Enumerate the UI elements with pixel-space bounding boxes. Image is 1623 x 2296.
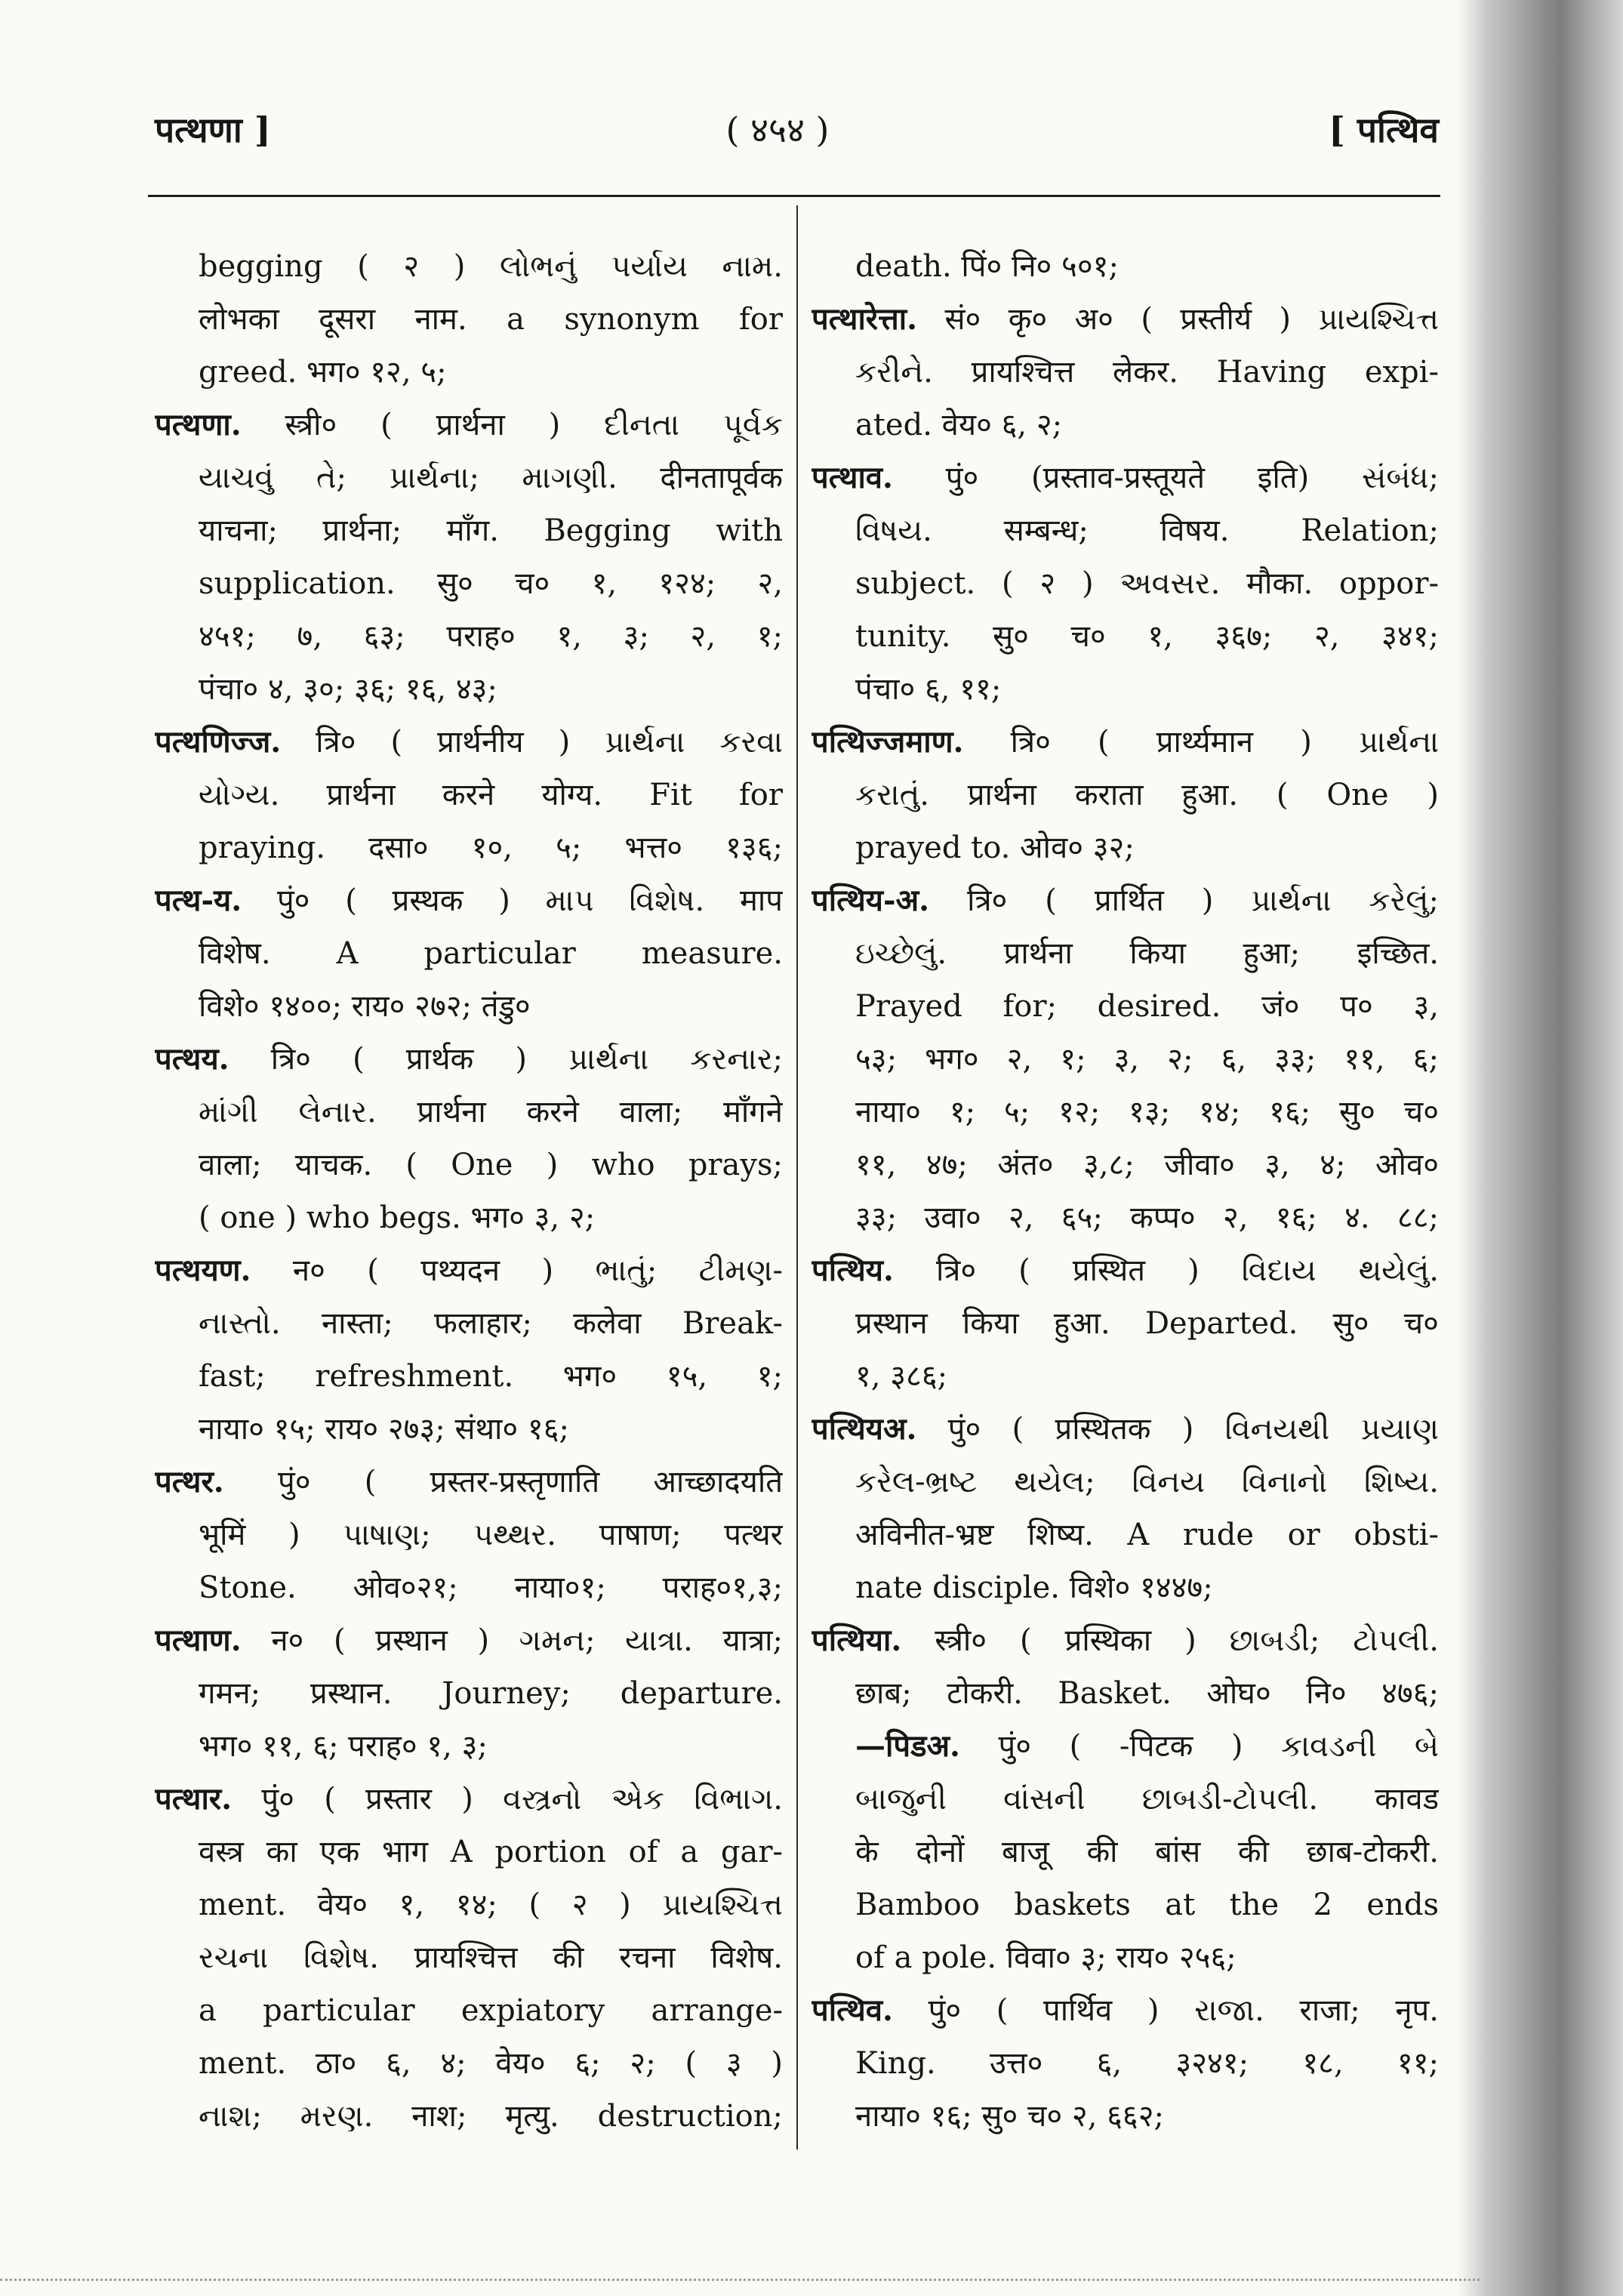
entry-line <box>812 821 1439 874</box>
entry-text: विशे० १४००; राय० २७२; तंडु० <box>199 989 531 1024</box>
entry-text: पुं० (प्रस्ताव-प्रस्तूयते इति) સંબંધ; <box>892 461 1439 495</box>
entry-line <box>155 769 783 821</box>
headword: पत्थिव. <box>812 1992 893 2028</box>
entry-line <box>812 1561 1439 1614</box>
entry-line <box>155 240 783 293</box>
entry-text: ५३; भग० २, १; ३, २; ६, ३३; ११, ६; <box>855 1042 1439 1077</box>
entry-line <box>155 1139 783 1191</box>
entry-text: स्त्री० ( प्रस्थिका ) છાબડી; ટોપલી. <box>901 1623 1439 1658</box>
entry-line <box>812 769 1439 821</box>
entry-text: प्रस्थान किया हुआ. Departed. सु० च० <box>855 1306 1439 1341</box>
entry-text: King. उत्त० ६, ३२४१; १८, ११; <box>855 2046 1439 2081</box>
entry-line <box>812 451 1439 504</box>
entry-text: begging ( २ ) લોભનું પર્યાય નામ. <box>199 249 783 284</box>
headword: पत्थार. <box>155 1781 233 1817</box>
entry-line <box>812 1931 1439 1984</box>
entry-text: छाब; टोकरी. Basket. ओघ० नि० ४७६; <box>855 1676 1439 1711</box>
entry-text: prayed to. ओव० ३२; <box>855 831 1135 865</box>
entry-line <box>155 293 783 346</box>
entry-text: નાસ્તો. नास्ता; फलाहार; कलेवा Break- <box>199 1306 783 1341</box>
entry-line <box>812 346 1439 399</box>
entry-text: tunity. सु० च० १, ३६७; २, ३४१; <box>855 619 1439 654</box>
entry-line <box>155 1191 783 1244</box>
entry-line <box>155 1614 783 1667</box>
headword: पत्थिया. <box>812 1623 902 1658</box>
headword: पत्थणिज्ज. <box>155 724 282 760</box>
entry-line <box>812 240 1439 293</box>
entry-text: ment. ठा० ६, ४; वेय० ६; २; ( ३ ) <box>199 2046 783 2081</box>
entry-text: पुं० ( प्रस्तर-प्रस्तृणाति आच्छादयति <box>223 1465 783 1499</box>
entry-line <box>155 346 783 399</box>
entry-line <box>155 663 783 716</box>
entry-text: पुं० ( पार्थिव ) રાજા. राजा; नृप. <box>892 1993 1439 2028</box>
entry-text: supplication. सु० च० १, १२४; २, <box>199 566 783 601</box>
entry-text: नाया० १५; राय० २७३; संथा० १६; <box>199 1412 570 1447</box>
entry-line <box>812 980 1439 1033</box>
entry-text: त्रि० ( प्रार्थक ) પ્રાર્થના કરનાર; <box>229 1042 783 1077</box>
entry-line <box>812 1191 1439 1244</box>
entry-text: death. पिं० नि० ५०१; <box>855 249 1119 284</box>
entry-text: विशेष. A particular measure. <box>199 936 783 971</box>
entry-text: न० ( प्रस्थान ) ગમન; યાત્રા. यात्रा; <box>241 1623 783 1658</box>
entry-line <box>155 716 783 769</box>
left-column <box>155 240 783 2143</box>
headword: पत्थिज्जमाण. <box>812 724 964 760</box>
entry-line <box>812 2037 1439 2090</box>
entry-line <box>812 1878 1439 1931</box>
entry-line <box>812 1984 1439 2037</box>
entry-text: वस्त्र का एक भाग A portion of a gar- <box>199 1835 783 1869</box>
entry-text: નાશ; મરણ. नाश; मृत्यु. destruction; <box>199 2099 783 2134</box>
entry-text: भग० ११, ६; पराह० १, ३; <box>199 1729 488 1764</box>
entry-text: ated. वेय० ६, २; <box>855 408 1063 442</box>
entry-line <box>155 1667 783 1720</box>
entry-text: fast; refreshment. भग० १५, १; <box>199 1359 783 1394</box>
entry-line <box>155 1033 783 1086</box>
entry-line <box>812 1139 1439 1191</box>
entry-line <box>812 1350 1439 1403</box>
entry-text: Prayed for; desired. जं० प० ३, <box>855 989 1439 1024</box>
entry-line <box>155 980 783 1033</box>
entry-text: १, ३८६; <box>855 1359 948 1394</box>
entry-line <box>155 1773 783 1826</box>
entry-text: त्रि० ( प्रार्थ्यमान ) પ્રાર્થના <box>963 725 1439 760</box>
entry-text: अविनीत-भ्रष्ट शिष्य. A rude or obsti- <box>855 1518 1439 1552</box>
running-head-right: [ पत्थिव <box>1329 109 1439 150</box>
entry-line <box>155 610 783 663</box>
entry-text: पंचा० ४, ३०; ३६; १६, ४३; <box>199 672 497 707</box>
entry-line <box>812 610 1439 663</box>
entry-line <box>155 1403 783 1456</box>
headword: पत्थिय-अ. <box>812 883 930 918</box>
entry-text: praying. दसा० १०, ५; भत्त० १३६; <box>199 831 783 865</box>
entry-text: त्रि० ( प्रार्थित ) પ્રાર્થના કરેલું; <box>929 883 1439 918</box>
entry-text: याचना; प्रार्थना; माँग. Begging with <box>199 513 783 548</box>
entry-line <box>812 927 1439 980</box>
entry-text: subject. ( २ ) અવસર. मौका. oppor- <box>855 566 1439 601</box>
entry-text: કરીને. प्रायश्चित्त लेकर. Having expi- <box>855 355 1439 390</box>
entry-line <box>155 399 783 451</box>
headword: पत्थर. <box>155 1464 224 1499</box>
entry-text: યોગ્ય. प्रार्थना करने योग्य. Fit for <box>199 778 783 812</box>
entry-line <box>812 1509 1439 1561</box>
entry-line <box>812 1297 1439 1350</box>
headword: पत्थारेत्ता. <box>812 301 918 337</box>
entry-line <box>155 821 783 874</box>
header-rule <box>148 195 1440 197</box>
entry-text: नाया० १; ५; १२; १३; १४; १६; सु० च० <box>855 1095 1439 1130</box>
entry-line <box>812 1244 1439 1297</box>
entry-text: a particular expiatory arrange- <box>199 1993 783 2028</box>
entry-text: યાચવું તે; પ્રાર્થના; માગણી. दीनतापूर्वक <box>199 461 783 495</box>
entry-line <box>812 293 1439 346</box>
entry-line <box>812 1773 1439 1826</box>
entry-text: भूमिं ) પાષાણ; પથ્થર. पाषाण; पत्थर <box>199 1518 783 1552</box>
page-number: ( ४५४ ) <box>725 109 830 150</box>
entry-text: Stone. ओव०२१; नाया०१; पराह०१,३; <box>199 1570 783 1605</box>
entry-line <box>812 1614 1439 1667</box>
headword: पत्थय. <box>155 1041 229 1077</box>
entry-text: ment. वेय० १, १४; ( २ ) પ્રાયશ્ચિત્ત <box>199 1888 783 1922</box>
entry-text: पुं० ( प्रस्तार ) વસ્ત્રનો એક વિભાગ. <box>232 1782 783 1817</box>
entry-text: Bamboo baskets at the 2 ends <box>855 1888 1439 1922</box>
entry-text: greed. भग० १२, ५; <box>199 355 447 390</box>
entry-text: ११, ४७; अंत० ३,८; जीवा० ३, ४; ओव० <box>855 1148 1439 1182</box>
entry-line <box>812 1456 1439 1509</box>
entry-line <box>155 1244 783 1297</box>
entry-line <box>155 1350 783 1403</box>
entry-line <box>812 399 1439 451</box>
entry-text: पुं० ( -पिटक ) કાવડની બે <box>959 1729 1439 1764</box>
entry-text: ( one ) who begs. भग० ३, २; <box>199 1200 596 1235</box>
entry-line <box>155 1086 783 1139</box>
column-divider <box>796 205 798 2150</box>
entry-line <box>812 1667 1439 1720</box>
entry-text: of a pole. विवा० ३; राय० २५६; <box>855 1940 1236 1975</box>
headword: पत्थाण. <box>155 1623 242 1658</box>
entry-line <box>155 1931 783 1984</box>
entry-line <box>155 1561 783 1614</box>
entry-line <box>812 504 1439 557</box>
entry-line <box>155 557 783 610</box>
entry-text: न० ( पथ्यदन ) ભાતું; ટીમણ- <box>251 1253 783 1288</box>
entry-line <box>155 874 783 927</box>
entry-line <box>155 1720 783 1773</box>
entry-line <box>812 663 1439 716</box>
entry-line <box>155 1984 783 2037</box>
entry-text: के दोनों बाजू की बांस की छाब-टोकरी. <box>855 1835 1439 1869</box>
entry-text: રચના વિશેષ. प्रायश्चित्त की रचना विशेष. <box>199 1940 783 1975</box>
bottom-dotted-edge <box>0 2279 1480 2281</box>
headword: पत्थाव. <box>812 460 893 495</box>
entry-line <box>155 927 783 980</box>
entry-line <box>812 1826 1439 1878</box>
entry-line <box>812 1403 1439 1456</box>
entry-line <box>155 451 783 504</box>
entry-text: ३३; उवा० २, ६५; कप्प० २, १६; ४. ८८; <box>855 1200 1439 1235</box>
entry-text: કરેલ-ભ્રષ્ટ થયેલ; વિનય વિનાનો શિષ્ય. <box>855 1465 1439 1499</box>
right-column <box>812 240 1439 2143</box>
headword: पत्थियअ. <box>812 1411 917 1447</box>
running-head-left: पत्थणा ] <box>155 109 271 150</box>
entry-text: માંગી લેનાર. प्रार्थना करने वाला; माँगने <box>199 1095 783 1130</box>
binding-shadow <box>1457 0 1623 2296</box>
entry-text: ४५१; ७, ६३; पराह० १, ३; २, १; <box>199 619 783 654</box>
entry-text: गमन; प्रस्थान. Journey; departure. <box>199 1676 783 1711</box>
entry-text: सं० कृ० अ० ( प्रस्तीर्य ) પ્રાયશ્ચિત્ત <box>917 302 1439 337</box>
entry-line <box>812 716 1439 769</box>
headword: पत्थणा. <box>155 407 242 442</box>
entry-line <box>155 2090 783 2143</box>
entry-line <box>155 1297 783 1350</box>
entry-line <box>812 1086 1439 1139</box>
entry-text: वाला; याचक. ( One ) who prays; <box>199 1148 783 1182</box>
entry-text: ઇચ્છેલું. प्रार्थना किया हुआ; इच्छित. <box>855 936 1439 971</box>
entry-text: स्त्री० ( प्रार्थना ) દીનતા પૂર્વક <box>241 408 783 442</box>
entry-line <box>812 874 1439 927</box>
entry-line <box>155 1878 783 1931</box>
entry-line <box>155 1826 783 1878</box>
entry-text: વિષય. सम्बन्ध; विषय. Relation; <box>855 513 1439 548</box>
entry-line <box>812 1720 1439 1773</box>
headword: पत्थयण. <box>155 1253 251 1288</box>
entry-text: કરાતું. प्रार्थना कराता हुआ. ( One ) <box>855 778 1439 812</box>
entry-line <box>155 1509 783 1561</box>
entry-text: पुं० ( प्रस्थितक ) વિનયથી પ્રયાણ <box>916 1412 1439 1447</box>
entry-text: त्रि० ( प्रस्थित ) વિદાય થયેલું. <box>893 1253 1439 1288</box>
entry-text: लोभका दूसरा नाम. a synonym for <box>199 302 783 337</box>
entry-text: नाया० १६; सु० च० २, ६६२; <box>855 2099 1165 2134</box>
entry-text: त्रि० ( प्रार्थनीय ) પ્રાર્થના કરવા <box>281 725 783 760</box>
headword: पत्थिय. <box>812 1253 894 1288</box>
entry-line <box>812 1033 1439 1086</box>
entry-text: બાજુની વાંસની છાબડી-ટોપલી. कावड <box>855 1782 1439 1817</box>
entry-text: पंचा० ६, ११; <box>855 672 1002 707</box>
sub-headword: —पिडअ. <box>855 1728 960 1764</box>
headword: पत्थ-य. <box>155 883 242 918</box>
entry-line <box>155 2037 783 2090</box>
entry-line <box>155 504 783 557</box>
entry-text: nate disciple. विशे० १४४७; <box>855 1570 1213 1605</box>
entry-line <box>155 1456 783 1509</box>
entry-text: पुं० ( प्रस्थक ) માપ વિશેષ. माप <box>242 883 783 918</box>
entry-line <box>812 2090 1439 2143</box>
entry-line <box>812 557 1439 610</box>
